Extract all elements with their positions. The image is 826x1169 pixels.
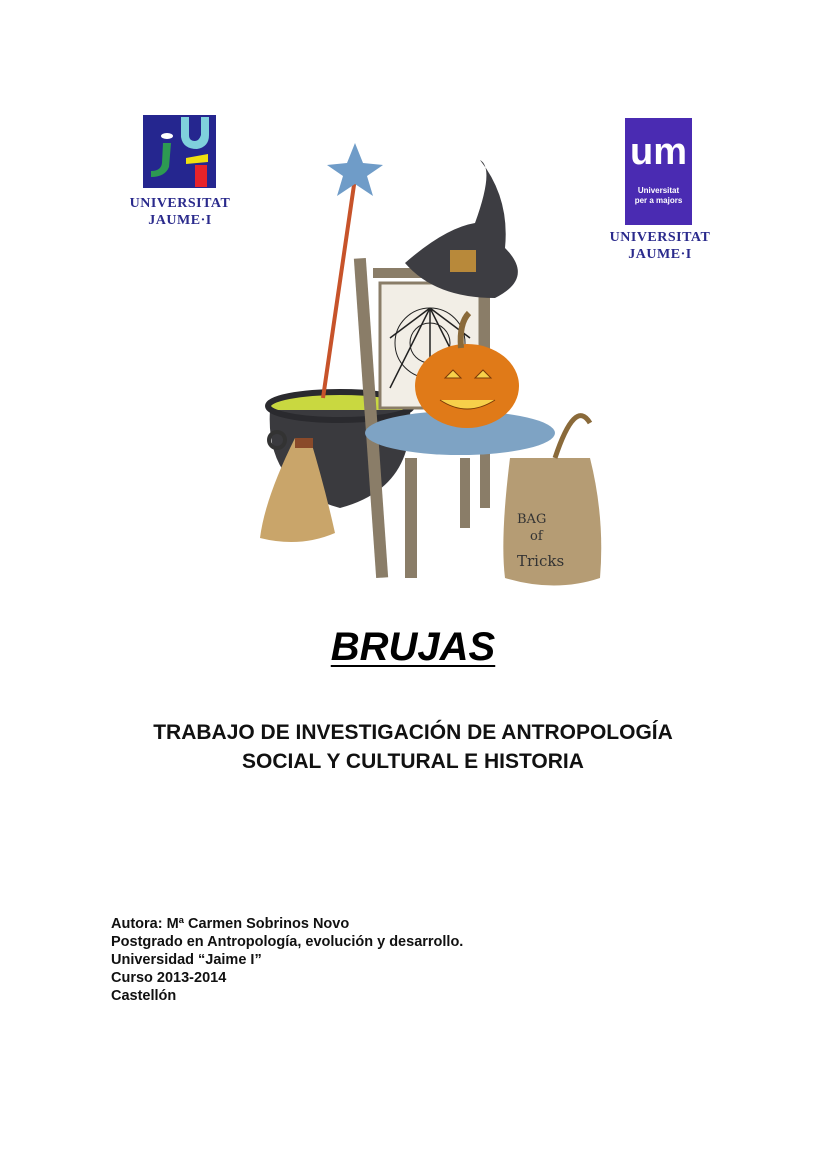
witch-hat-icon [405,160,518,298]
right-logo-text [590,229,730,263]
subtitle-line-2: SOCIAL Y CULTURAL E HISTORIA [242,750,584,773]
bag-text-bag: BAG [517,512,547,527]
universitat-per-a-majors-logo-mark [625,118,692,225]
logo-tagline-1: Universitat [637,186,680,195]
course-line: Curso 2013-2014 [111,970,227,986]
logo-line-universitat: UNIVERSITAT [609,230,711,245]
subtitle-line-1: TRABAJO DE INVESTIGACIÓN DE ANTROPOLOGÍA [153,721,673,744]
document-title: BRUJAS [330,625,496,669]
document-subtitle [0,718,826,776]
bag-text-of: of [530,529,543,544]
program-line: Postgrado en Antropología, evolución y desarrollo. [111,934,464,950]
university-line: Universidad “Jaime I” [111,952,262,968]
logo-line-universitat: UNIVERSITAT [129,196,231,211]
um-mark: um [630,131,687,173]
author-info [111,915,463,1005]
location-line: Castellón [111,988,177,1004]
bag-text-tricks: Tricks [517,552,565,570]
logo-tagline-2: per a majors [634,196,683,205]
logo-line-jaume: JAUME·I [628,247,692,262]
witch-still-life-illustration [255,138,605,598]
logo-line-jaume: JAUME·I [148,213,212,228]
author-line: Autora: Mª Carmen Sobrinos Novo [111,916,350,932]
left-logo-text [110,195,250,229]
universitat-jaume-i-logo-mark [143,115,216,188]
